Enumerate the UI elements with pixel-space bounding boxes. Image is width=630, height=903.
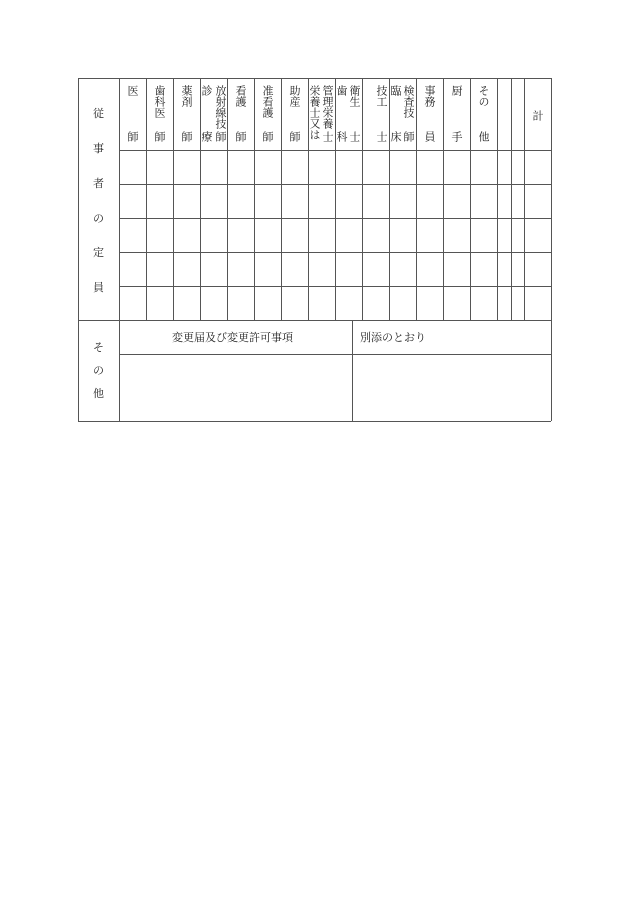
column-header-bottom: 士 <box>321 131 334 142</box>
table-border-bottom <box>78 421 551 422</box>
table-border-top <box>78 78 551 79</box>
column-divider <box>173 78 174 320</box>
change-items-header: 変更届及び変更許可事項 <box>172 331 293 344</box>
other-label-char: そ <box>93 341 104 354</box>
column-divider <box>200 78 201 320</box>
column-header-top: 歯 <box>335 85 348 96</box>
column-header-bottom: 士 <box>375 131 388 142</box>
column-header-top: その <box>477 85 490 107</box>
column-divider <box>335 78 336 320</box>
column-divider <box>524 78 525 320</box>
column-header-top: 臨 <box>389 85 402 96</box>
table-border-left <box>78 78 79 421</box>
column-header-top: 事務 <box>423 85 436 107</box>
column-divider <box>497 78 498 320</box>
column-header-top: 薬剤 <box>180 85 193 107</box>
staff-label-char: 定 <box>93 246 104 259</box>
other-label-char: の <box>93 364 104 377</box>
section-divider <box>78 320 551 321</box>
staff-label-char: の <box>93 212 104 225</box>
column-header-bottom: 師 <box>402 131 415 142</box>
column-header-top: 技工 <box>375 85 388 107</box>
column-header-top: 診 <box>200 85 213 96</box>
column-header-bottom: 手 <box>450 131 463 142</box>
column-header-bottom: 師 <box>126 131 139 142</box>
column-header-top: 栄養士又は <box>308 85 321 140</box>
column-header-top: 衛生 <box>348 85 361 107</box>
staff-label-char: 者 <box>93 177 104 190</box>
column-header-bottom: 師 <box>234 131 247 142</box>
column-header-bottom: 師 <box>261 131 274 142</box>
column-divider <box>470 78 471 320</box>
column-header-bottom: 師 <box>180 131 193 142</box>
column-divider <box>146 78 147 320</box>
column-header-top: 看護 <box>234 85 247 107</box>
column-divider <box>511 78 512 320</box>
other-header-divider <box>119 354 551 355</box>
column-header-top: 管理栄養 <box>321 85 334 129</box>
staff-label-char: 事 <box>93 142 104 155</box>
column-header-top: 医 <box>126 85 139 96</box>
other-column-divider <box>352 320 353 421</box>
column-header-bottom: 師 <box>288 131 301 142</box>
column-divider <box>443 78 444 320</box>
column-divider <box>389 78 390 320</box>
column-divider <box>362 78 363 320</box>
column-divider <box>254 78 255 320</box>
other-label-char: 他 <box>93 387 104 400</box>
column-header-bottom: 員 <box>423 131 436 142</box>
column-header-top: 歯科医 <box>153 85 166 118</box>
staff-label-char: 従 <box>93 107 104 120</box>
staff-label-char: 員 <box>93 281 104 294</box>
column-header-bottom: 他 <box>477 131 490 142</box>
column-header-bottom: 士 <box>348 131 361 142</box>
column-header-bottom: 科 <box>335 131 348 142</box>
table-border-right <box>551 78 552 421</box>
column-header-top: 計 <box>531 110 544 121</box>
label-column-divider <box>119 78 120 421</box>
column-header-bottom: 師 <box>214 131 227 142</box>
column-header-bottom: 床 <box>389 131 402 142</box>
column-header-top: 准看護 <box>261 85 274 118</box>
column-header-top: 助産 <box>288 85 301 107</box>
attachment-note: 別添のとおり <box>360 331 426 344</box>
column-divider <box>281 78 282 320</box>
column-header-top: 放射線技 <box>214 85 227 129</box>
column-divider <box>227 78 228 320</box>
column-header-top: 検査技 <box>402 85 415 118</box>
column-header-bottom: 療 <box>200 131 213 142</box>
column-header-bottom: 師 <box>153 131 166 142</box>
column-header-top: 厨 <box>450 85 463 96</box>
column-divider <box>416 78 417 320</box>
